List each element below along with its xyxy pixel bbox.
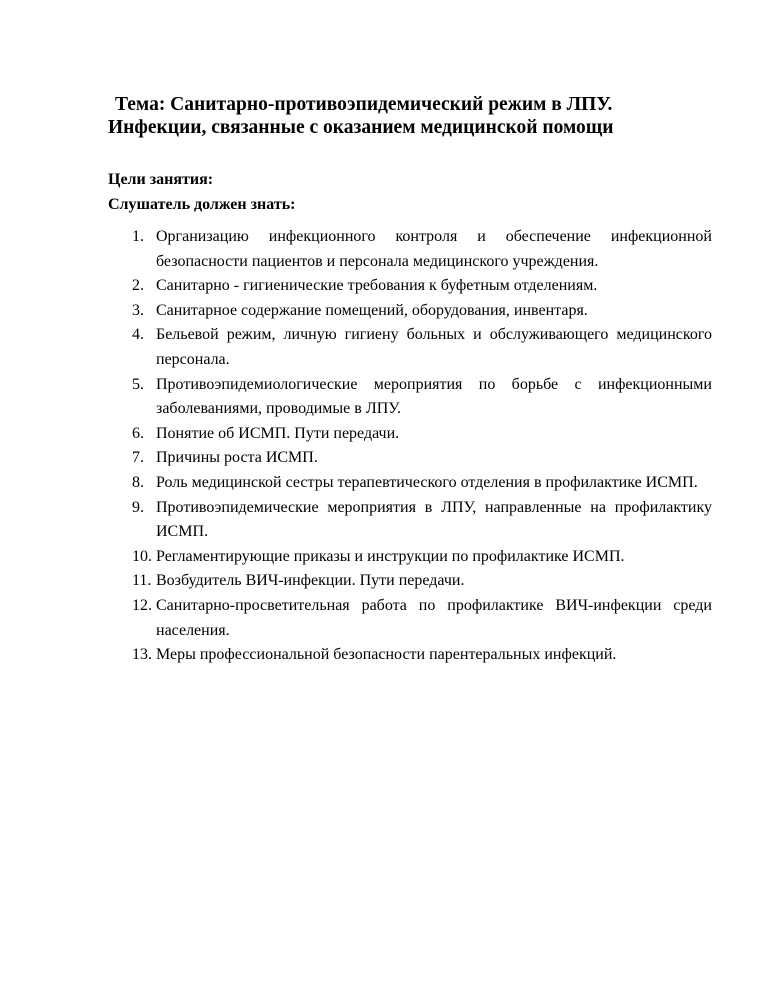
item-text: Санитарное содержание помещений, оборудования, инвентаря. <box>156 301 588 319</box>
item-number: 3. <box>132 301 144 319</box>
list-item <box>132 274 712 299</box>
item-text: Противоэпидемические мероприятия в ЛПУ, направленные на профилактику ИСМП. <box>156 498 712 541</box>
item-number: 10. <box>132 547 152 565</box>
list-item <box>132 225 712 274</box>
learning-objectives-list <box>132 225 712 668</box>
list-item <box>132 496 712 545</box>
item-text: Санитарно - гигиенические требования к буфетным отделениям. <box>156 277 598 295</box>
item-text: Регламентирующие приказы и инструкции по профилактике ИСМП. <box>156 547 625 565</box>
list-item <box>132 545 712 570</box>
item-text: Санитарно-просветительная работа по профилактике ВИЧ-инфекции среди населения. <box>156 596 712 639</box>
list-item <box>132 299 712 324</box>
document-title-line2: Инфекции, связанные с оказанием медицинской помощи <box>108 117 614 138</box>
item-number: 11. <box>132 572 152 590</box>
item-text: Организацию инфекционного контроля и обеспечение инфекционной безопасности пациентов и персонала медицинского учреждения. <box>156 228 712 270</box>
document-title-line1: Тема: Санитарно-противоэпидемический режим в ЛПУ. <box>115 94 613 115</box>
item-number: 4. <box>132 326 144 344</box>
list-item <box>132 422 712 447</box>
item-number: 8. <box>132 473 144 491</box>
list-item <box>132 643 712 668</box>
must-know-heading: Слушатель должен знать: <box>108 196 296 213</box>
item-text: Противоэпидемиологические мероприятия по борьбе с инфекционными заболеваниями, проводимые в ЛПУ. <box>156 375 712 418</box>
item-text: Роль медицинской сестры терапевтического отделения в профилактике ИСМП. <box>156 473 698 491</box>
item-text: Возбудитель ВИЧ-инфекции. Пути передачи. <box>156 572 465 590</box>
item-text: Причины роста ИСМП. <box>156 449 318 467</box>
list-item <box>132 569 712 594</box>
item-number: 6. <box>132 424 144 442</box>
item-number: 5. <box>132 375 144 393</box>
item-number: 2. <box>132 277 144 295</box>
item-text: Бельевой режим, личную гигиену больных и обслуживающего медицинского персонала. <box>156 326 712 368</box>
item-number: 12. <box>132 596 152 614</box>
item-number: 9. <box>132 498 144 516</box>
list-item <box>132 323 712 372</box>
item-number: 13. <box>132 646 152 664</box>
item-number: 7. <box>132 449 144 467</box>
list-item <box>132 471 712 496</box>
goals-heading: Цели занятия: <box>108 171 214 188</box>
item-number: 1. <box>132 228 144 245</box>
item-text: Меры профессиональной безопасности парентеральных инфекций. <box>156 646 617 664</box>
list-item <box>132 446 712 471</box>
item-text: Понятие об ИСМП. Пути передачи. <box>156 424 400 442</box>
list-item <box>132 373 712 422</box>
list-item <box>132 594 712 643</box>
